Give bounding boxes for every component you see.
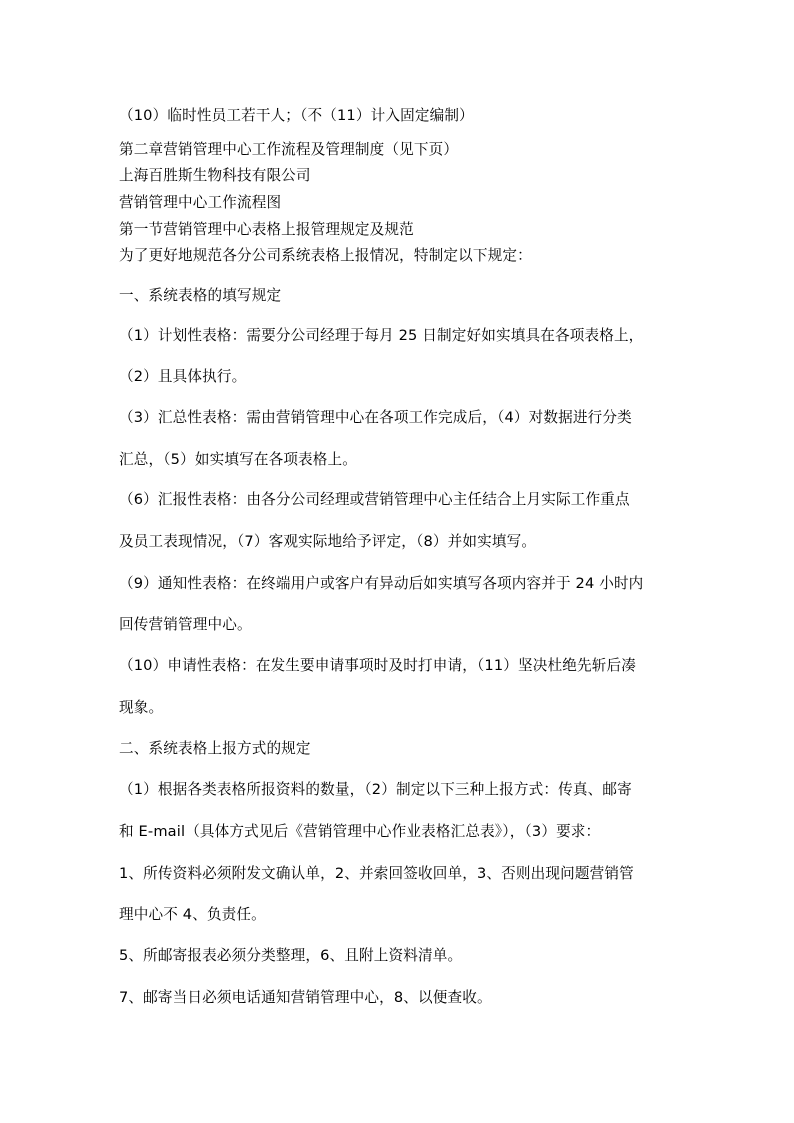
subsection-heading: 一、系统表格的填写规定: [119, 287, 282, 304]
text-line: 5、所邮寄报表必须分类整理，6、且附上资料清单。: [119, 947, 463, 964]
text-line: （10）临时性员工若干人；（不（11）计入固定编制）: [119, 107, 474, 124]
section-heading: 第一节营销管理中心表格上报管理规定及规范: [119, 221, 414, 238]
text-line: 及员工表现情况，（7）客观实际地给予评定，（8）并如实填写。: [119, 533, 537, 550]
text-line: 7、邮寄当日必须电话通知营销管理中心，8、以便查收。: [119, 989, 492, 1006]
text-line: （2）且具体执行。: [119, 368, 247, 385]
subsection-heading: 二、系统表格上报方式的规定: [119, 740, 311, 757]
text-line: （1）根据各类表格所报资料的数量，（2）制定以下三种上报方式：传真、邮寄: [119, 781, 632, 798]
text-line: 汇总，（5）如实填写在各项表格上。: [119, 451, 358, 468]
text-line: 和 E-mail（具体方式见后《营销管理中心作业表格汇总表》），（3）要求：: [119, 823, 601, 840]
text-line: （3）汇总性表格：需由营销管理中心在各项工作完成后，（4）对数据进行分类: [119, 409, 632, 426]
text-line: （1）计划性表格：需要分公司经理于每月 25 日制定好如实填具在各项表格上，: [119, 327, 644, 344]
text-line: 理中心不 4、负责任。: [119, 906, 266, 923]
text-line: （9）通知性表格：在终端用户或客户有异动后如实填写各项内容并于 24 小时内: [119, 575, 644, 592]
chapter-heading: 第二章营销管理中心工作流程及管理制度（见下页）: [119, 141, 459, 158]
text-line: 现象。: [119, 699, 164, 716]
text-line: 1、所传资料必须附发文确认单，2、并索回签收回单，3、否则出现问题营销管: [119, 865, 634, 882]
text-line: （10）申请性表格：在发生要申请事项时及时打申请，（11）坚决杜绝先斩后凑: [119, 657, 636, 674]
company-name: 上海百胜斯生物科技有限公司: [119, 167, 311, 184]
text-line: （6）汇报性表格：由各分公司经理或营销管理中心主任结合上月实际工作重点: [119, 491, 630, 508]
text-line: 回传营销管理中心。: [119, 616, 252, 633]
text-line: 为了更好地规范各分公司系统表格上报情况，特制定以下规定：: [119, 247, 532, 264]
flowchart-title: 营销管理中心工作流程图: [119, 194, 282, 211]
